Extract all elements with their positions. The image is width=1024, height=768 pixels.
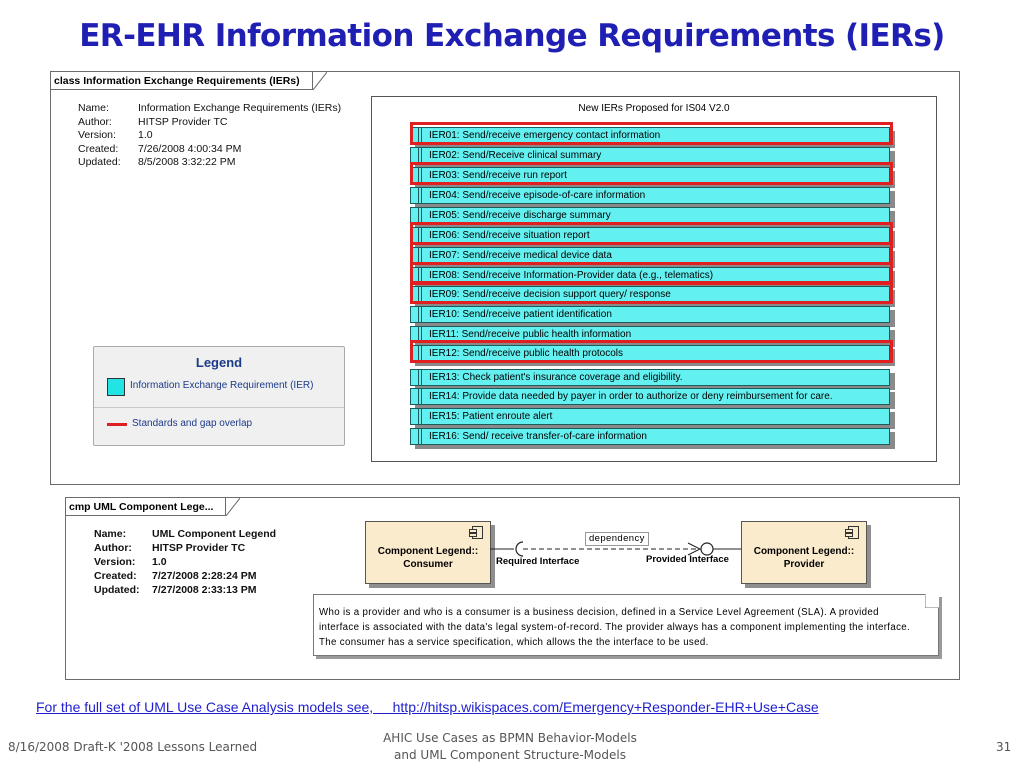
ier-package-frame bbox=[50, 71, 960, 485]
ier-row: IER16: Send/ receive transfer-of-care information bbox=[410, 428, 890, 445]
note-fold-corner bbox=[925, 594, 939, 608]
component-icon bbox=[848, 526, 859, 539]
ier-row: IER05: Send/receive discharge summary bbox=[410, 207, 890, 224]
meta-value: HITSP Provider TC bbox=[152, 542, 246, 554]
provider-component-name: Provider bbox=[783, 559, 825, 570]
meta-version-row bbox=[78, 129, 341, 143]
meta-created-row bbox=[78, 143, 341, 157]
meta-key: Author: bbox=[94, 542, 132, 554]
ier-overlap-highlight bbox=[410, 340, 893, 363]
meta-key: Name: bbox=[94, 528, 127, 540]
footer-caption-line: AHIC Use Cases as BPMN Behavior-Models bbox=[383, 731, 637, 745]
meta-updated-row bbox=[78, 156, 341, 170]
dependency-label: dependency bbox=[585, 532, 649, 546]
ier-package-tab: class Information Exchange Requirements (IERs) bbox=[51, 72, 313, 90]
meta-key: Name: bbox=[78, 102, 109, 114]
footer-link[interactable]: For the full set of UML Use Case Analysis models see, http://hitsp.wikispaces.com/Emergency+Responder-EHR+Use+Case bbox=[36, 699, 819, 715]
meta-value: 7/26/2008 4:00:34 PM bbox=[138, 142, 242, 155]
footer-date: 8/16/2008 Draft-K '2008 Lessons Learned bbox=[8, 740, 258, 754]
legend-ier-label: Information Exchange Requirement (IER) bbox=[130, 380, 314, 391]
ier-package-metadata bbox=[78, 102, 341, 170]
provider-component bbox=[741, 521, 867, 584]
consumer-component-label: Component Legend:: bbox=[377, 546, 479, 557]
ier-row: IER02: Send/Receive clinical summary bbox=[410, 147, 890, 164]
required-interface-socket-icon bbox=[516, 542, 523, 556]
meta-value: 7/27/2008 2:33:13 PM bbox=[152, 584, 257, 596]
meta-key: Updated: bbox=[78, 156, 121, 169]
meta-key: Created: bbox=[94, 570, 137, 582]
meta-created-row bbox=[94, 569, 276, 583]
meta-name-row bbox=[78, 102, 341, 116]
provider-component-label: Component Legend:: bbox=[753, 546, 855, 557]
meta-updated-row bbox=[94, 583, 276, 597]
meta-key: Created: bbox=[78, 142, 119, 155]
ier-row: IER04: Send/receive episode-of-care information bbox=[410, 187, 890, 204]
footer-caption-line: and UML Component Structure-Models bbox=[394, 748, 626, 762]
meta-value: HITSP Provider TC bbox=[138, 115, 228, 128]
legend-overlap-line bbox=[107, 423, 127, 426]
meta-author-row bbox=[78, 116, 341, 130]
meta-value: Information Exchange Requirements (IERs) bbox=[138, 102, 342, 114]
ier-package-tab-corner bbox=[313, 72, 327, 90]
consumer-component-name: Consumer bbox=[403, 559, 453, 570]
ier-overlap-highlight bbox=[410, 122, 893, 145]
ier-row: IER07: Send/receive medical device data bbox=[410, 247, 890, 264]
component-icon bbox=[472, 526, 483, 539]
ier-row: IER13: Check patient's insurance coverage and eligibility. bbox=[410, 369, 890, 386]
component-package-tab-corner bbox=[226, 498, 240, 516]
ier-row: IER12: Send/receive public health protocols bbox=[410, 345, 890, 362]
meta-value: 1.0 bbox=[152, 556, 167, 568]
meta-author-row bbox=[94, 541, 276, 555]
ier-row: IER08: Send/receive Information-Provider data (e.g., telematics) bbox=[410, 267, 890, 284]
ier-row: IER11: Send/receive public health information bbox=[410, 326, 890, 343]
ier-row: IER10: Send/receive patient identification bbox=[410, 306, 890, 323]
ier-row: IER06: Send/receive situation report bbox=[410, 227, 890, 244]
ier-overlap-highlight bbox=[410, 281, 893, 304]
legend-title: Legend bbox=[195, 355, 243, 370]
meta-name-row bbox=[94, 527, 276, 541]
meta-key: Version: bbox=[78, 129, 116, 142]
required-interface-label: Required Interface bbox=[496, 556, 580, 567]
meta-key: Updated: bbox=[94, 584, 140, 596]
meta-value: 8/5/2008 3:32:22 PM bbox=[138, 156, 236, 169]
ier-container-box bbox=[371, 96, 937, 462]
ier-row: IER01: Send/receive emergency contact information bbox=[410, 127, 890, 144]
page-number: 31 bbox=[996, 740, 1012, 754]
ier-row: IER09: Send/receive decision support query/ response bbox=[410, 286, 890, 303]
legend-ier-swatch bbox=[107, 378, 125, 396]
note-text: Who is a provider and who is a consumer is a business decision, defined in a Service Level Agreement (SLA). A provided interface is associated with the data's legal system-of-record. The provider always has a component implementing the interface. The consumer has a service specification, which allows the the interface to be used. bbox=[319, 607, 911, 648]
consumer-component bbox=[365, 521, 491, 584]
ier-row: IER03: Send/receive run report bbox=[410, 167, 890, 184]
slide-title: ER-EHR Information Exchange Requirements (IERs) bbox=[79, 18, 945, 54]
component-package-metadata bbox=[94, 527, 276, 597]
footer-center-caption bbox=[355, 730, 665, 764]
meta-value: UML Component Legend bbox=[152, 528, 277, 540]
meta-key: Author: bbox=[78, 115, 112, 128]
legend-divider bbox=[94, 407, 344, 408]
meta-version-row bbox=[94, 555, 276, 569]
ier-overlap-highlight bbox=[410, 162, 893, 185]
ier-row: IER14: Provide data needed by payer in order to authorize or deny reimbursement for care. bbox=[410, 388, 890, 405]
provided-interface-label: Provided Interface bbox=[646, 554, 729, 565]
ier-box-title: New IERs Proposed for IS04 V2.0 bbox=[578, 103, 730, 114]
component-package-tab: cmp UML Component Lege... bbox=[66, 498, 226, 516]
component-package-frame bbox=[65, 497, 960, 680]
legend-box bbox=[93, 346, 345, 446]
note-box bbox=[313, 594, 939, 656]
meta-value: 7/27/2008 2:28:24 PM bbox=[152, 570, 257, 582]
legend-overlap-label: Standards and gap overlap bbox=[132, 418, 253, 429]
ier-row: IER15: Patient enroute alert bbox=[410, 408, 890, 425]
meta-value: 1.0 bbox=[138, 129, 153, 142]
meta-key: Version: bbox=[94, 556, 136, 568]
